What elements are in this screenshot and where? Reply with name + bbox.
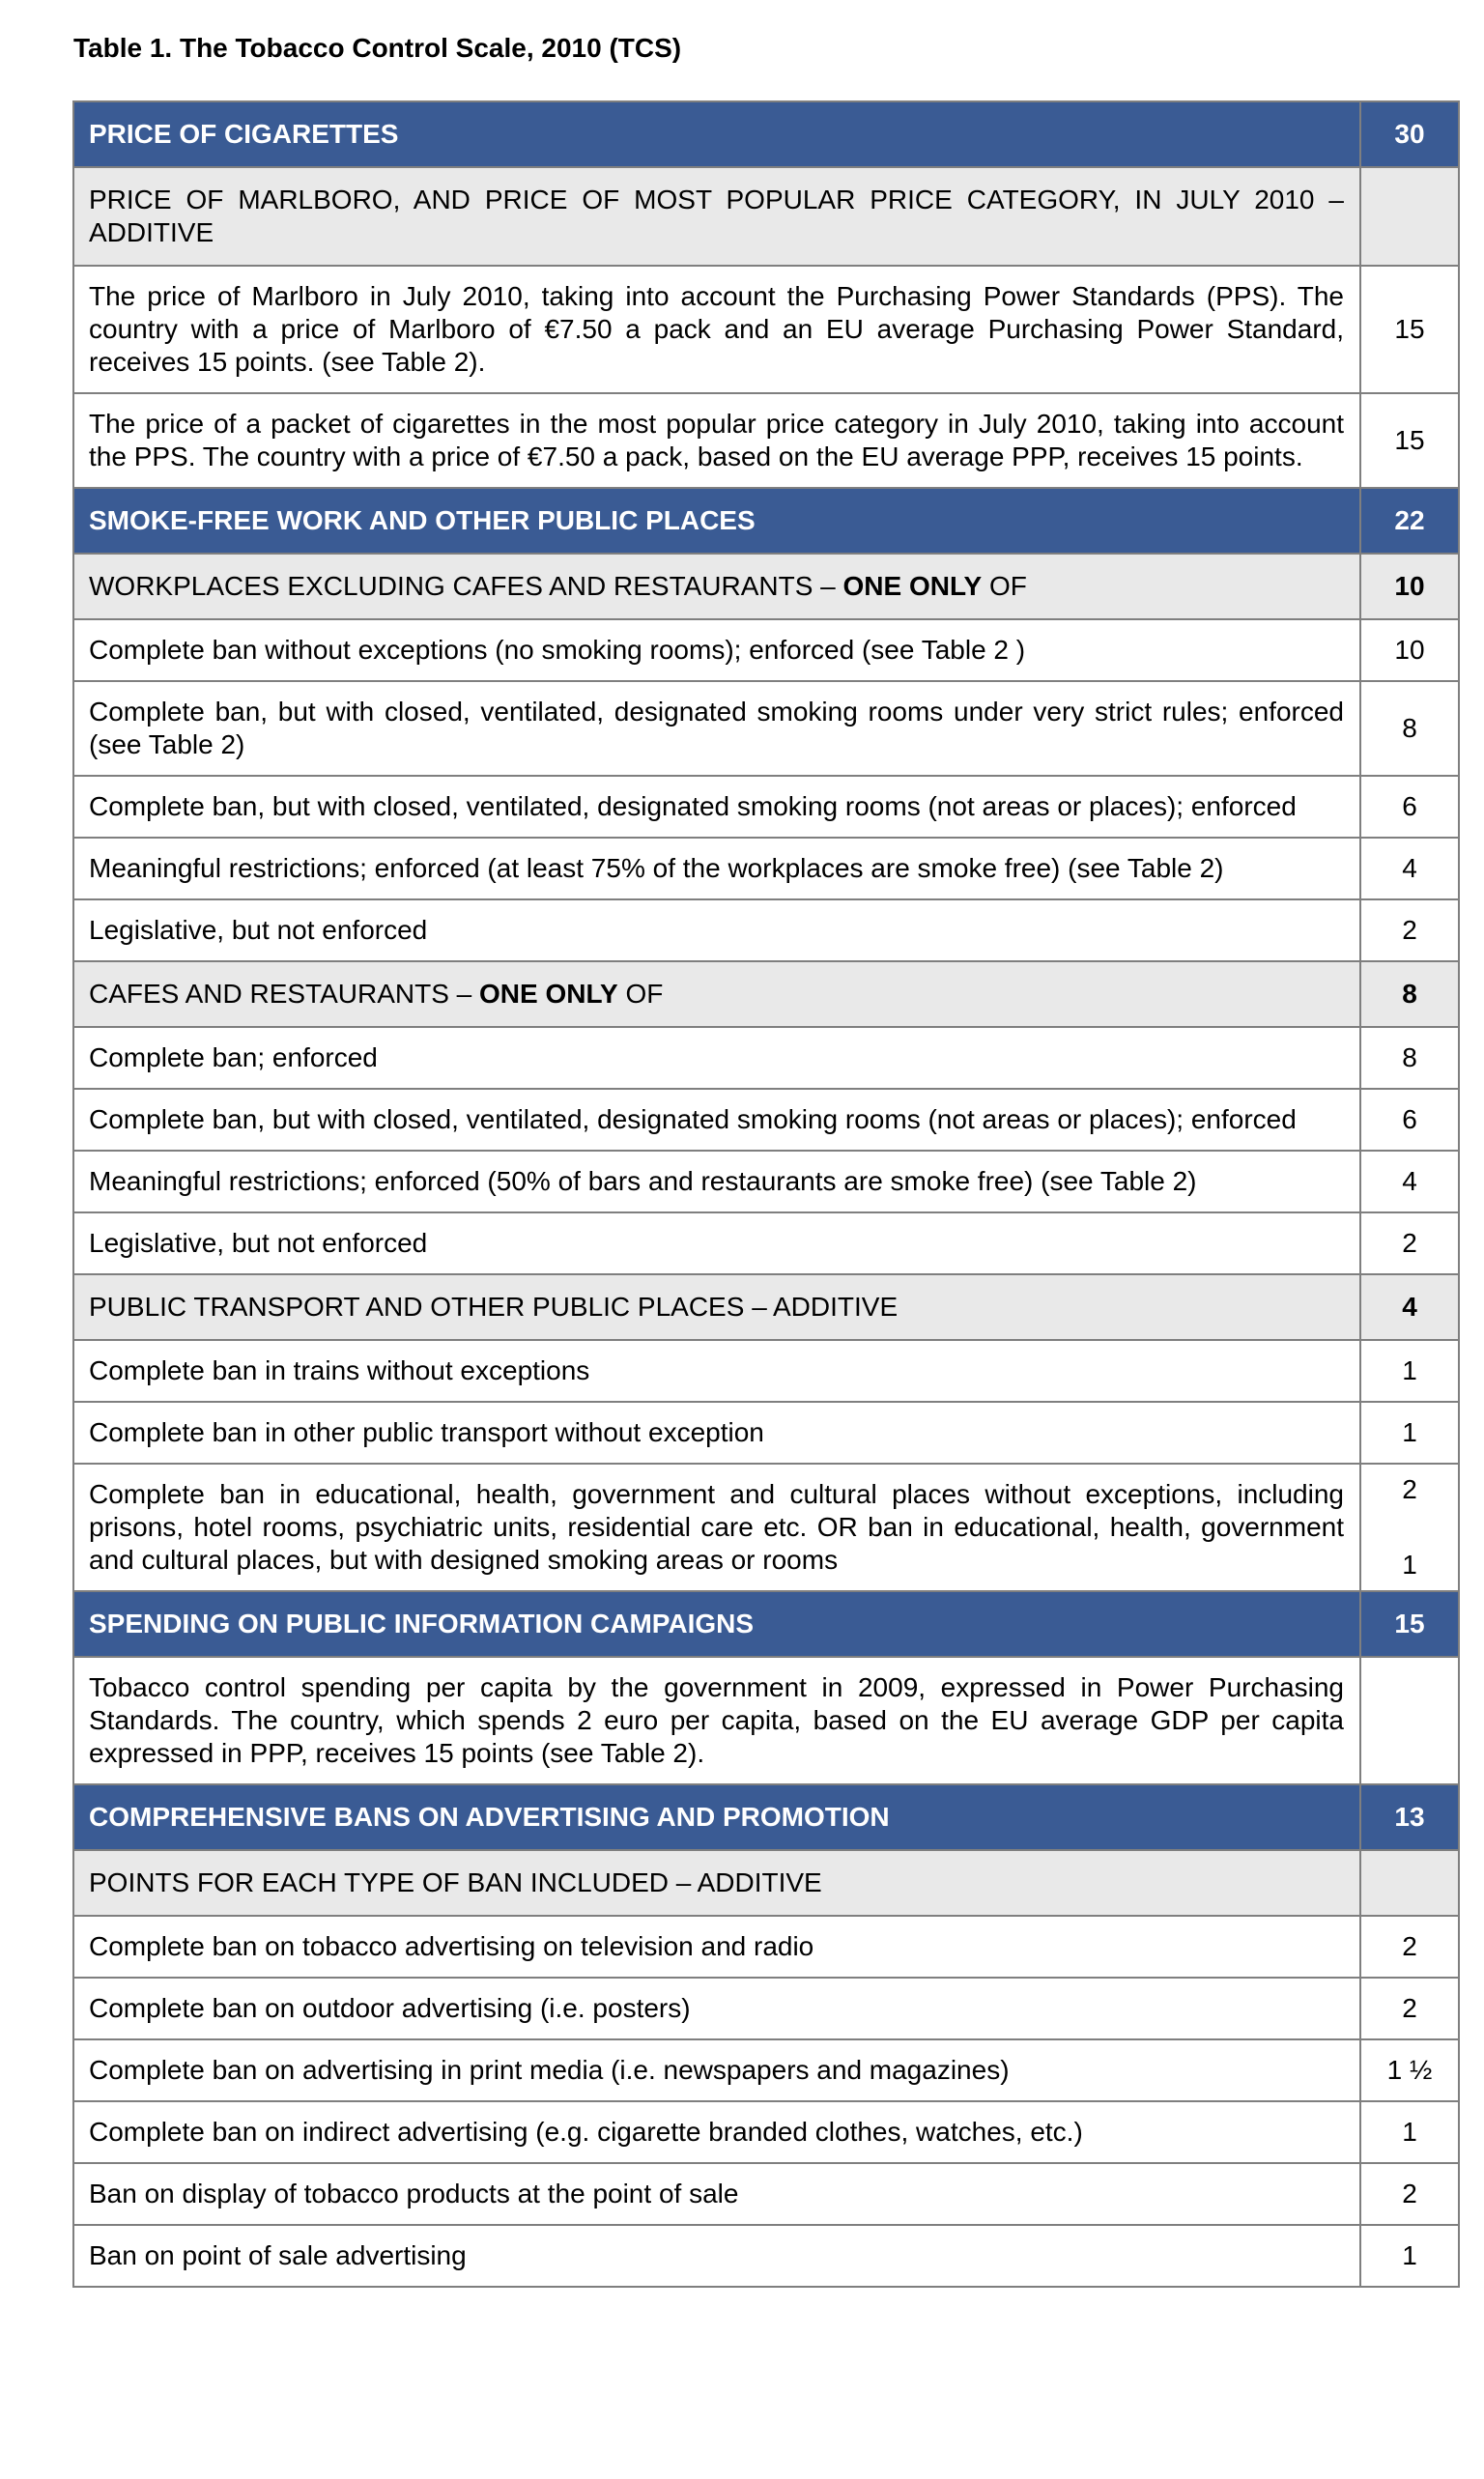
row-points-value: 15 (1359, 394, 1458, 487)
table-row-item (74, 2224, 1458, 2286)
table-row-section (74, 1590, 1458, 1656)
table-row-item (74, 1977, 1458, 2038)
table-row-item (74, 1088, 1458, 1150)
row-points-value: 8 (1359, 682, 1458, 775)
row-label: Complete ban; enforced (89, 1042, 378, 1072)
table-title: Table 1. The Tobacco Control Scale, 2010 (TCS) (73, 33, 682, 63)
row-points-value: 8 (1359, 962, 1458, 1026)
table-row-item (74, 618, 1458, 680)
row-label: PRICE OF MARLBORO, AND PRICE OF MOST POPULAR PRICE CATEGORY, IN JULY 2010 – ADDITIVE (89, 185, 1344, 247)
row-label: Tobacco control spending per capita by the government in 2009, expressed in Power Purchasing Standards. The country, which spends 2 euro per capita, based on the EU average GDP per capita expressed in PPP, receives 15 points (see Table 2). (89, 1672, 1344, 1768)
row-label: Complete ban, but with closed, ventilated, designated smoking rooms under very strict rules; enforced (see Table 2) (89, 697, 1344, 759)
row-points-value: 2 1 (1359, 1465, 1458, 1590)
table-row-item (74, 2038, 1458, 2100)
row-points-value (1359, 1851, 1458, 1915)
row-points-value: 2 (1359, 1979, 1458, 2038)
row-label: Complete ban without exceptions (no smoking rooms); enforced (see Table 2 ) (89, 635, 1026, 665)
row-label: PUBLIC TRANSPORT AND OTHER PUBLIC PLACES – ADDITIVE (89, 1292, 899, 1322)
row-label: COMPREHENSIVE BANS ON ADVERTISING AND PROMOTION (89, 1802, 890, 1832)
row-label: The price of Marlboro in July 2010, taking into account the Purchasing Power Standards (PPS). The country with a price of Marlboro of €7.50 a pack and an EU average Purchasing Power Standard, receives 15 points. (see Table 2). (89, 281, 1344, 377)
table-row-item (74, 775, 1458, 837)
table-row-item (74, 2100, 1458, 2162)
table-row-item (74, 1915, 1458, 1977)
row-label: Ban on point of sale advertising (89, 2240, 467, 2270)
row-label: WORKPLACES EXCLUDING CAFES AND RESTAURANTS – ONE ONLY OF (89, 571, 1027, 601)
row-label: Complete ban in trains without exceptions (89, 1355, 590, 1385)
table-row-subsection (74, 166, 1458, 265)
row-points-value: 6 (1359, 777, 1458, 837)
table-row-subsection (74, 553, 1458, 618)
row-points-value: 15 (1359, 267, 1458, 392)
table-row-item (74, 1401, 1458, 1463)
table-row-section (74, 102, 1458, 166)
table-row-section (74, 1783, 1458, 1849)
row-points-value: 1 (1359, 2226, 1458, 2286)
table-row-subsection (74, 1849, 1458, 1915)
row-points-value: 30 (1359, 102, 1458, 166)
table-row-item (74, 2162, 1458, 2224)
row-label: Legislative, but not enforced (89, 1228, 428, 1258)
table-row-section (74, 487, 1458, 553)
row-points-value: 6 (1359, 1090, 1458, 1150)
row-points-value: 10 (1359, 555, 1458, 618)
table-row-item (74, 1211, 1458, 1273)
table-row-item (74, 837, 1458, 898)
table-row-item (74, 898, 1458, 960)
table-row-item (74, 265, 1458, 392)
row-points-value: 2 (1359, 2164, 1458, 2224)
row-points-value: 2 (1359, 1213, 1458, 1273)
table-row-item (74, 1463, 1458, 1590)
table-row-item (74, 680, 1458, 775)
table-row-item (74, 1339, 1458, 1401)
row-points-value: 2 (1359, 1917, 1458, 1977)
row-label: Complete ban in educational, health, government and cultural places without exceptions, including prisons, hotel rooms, psychiatric units, residential care etc. OR ban in educational, health, government and cultural places, but with designed smoking areas or rooms (89, 1479, 1344, 1575)
row-points-value: 4 (1359, 1275, 1458, 1339)
row-label: Complete ban, but with closed, ventilated, designated smoking rooms (not areas or places); enforced (89, 791, 1297, 821)
row-label: Meaningful restrictions; enforced (50% of bars and restaurants are smoke free) (see Table 2) (89, 1166, 1197, 1196)
row-points-value: 22 (1359, 489, 1458, 553)
row-points-value: 15 (1359, 1592, 1458, 1656)
row-points-value: 1 ½ (1359, 2040, 1458, 2100)
row-label: Complete ban on tobacco advertising on television and radio (89, 1931, 814, 1961)
table-row-subsection (74, 960, 1458, 1026)
row-points-value: 13 (1359, 1785, 1458, 1849)
row-label: SPENDING ON PUBLIC INFORMATION CAMPAIGNS (89, 1609, 755, 1638)
row-label: The price of a packet of cigarettes in the most popular price category in July 2010, taking into account the PPS. The country with a price of €7.50 a pack, based on the EU average PPP, receives 15 points. (89, 409, 1344, 471)
row-label: PRICE OF CIGARETTES (89, 119, 399, 149)
row-points-value: 2 (1359, 900, 1458, 960)
row-points-value: 1 (1359, 2102, 1458, 2162)
table-row-item (74, 1656, 1458, 1783)
row-label: SMOKE-FREE WORK AND OTHER PUBLIC PLACES (89, 505, 756, 535)
table-row-subsection (74, 1273, 1458, 1339)
row-label: Complete ban on indirect advertising (e.g. cigarette branded clothes, watches, etc.) (89, 2117, 1083, 2147)
table-row-item (74, 1026, 1458, 1088)
row-label: POINTS FOR EACH TYPE OF BAN INCLUDED – ADDITIVE (89, 1867, 822, 1897)
row-label: Legislative, but not enforced (89, 915, 428, 945)
row-points-value: 1 (1359, 1341, 1458, 1401)
row-label: Complete ban on outdoor advertising (i.e. posters) (89, 1993, 691, 2023)
table-row-item (74, 1150, 1458, 1211)
row-points-value (1359, 1658, 1458, 1783)
row-label: Complete ban on advertising in print media (i.e. newspapers and magazines) (89, 2055, 1010, 2085)
tobacco-control-scale-table (72, 100, 1460, 2288)
row-points-value: 4 (1359, 839, 1458, 898)
row-points-value: 10 (1359, 620, 1458, 680)
row-points-value (1359, 168, 1458, 265)
row-label: Meaningful restrictions; enforced (at least 75% of the workplaces are smoke free) (see Table 2) (89, 853, 1224, 883)
row-label: Complete ban, but with closed, ventilated, designated smoking rooms (not areas or places); enforced (89, 1104, 1297, 1134)
row-points-value: 8 (1359, 1028, 1458, 1088)
row-points-value: 4 (1359, 1152, 1458, 1211)
row-label: Ban on display of tobacco products at the point of sale (89, 2179, 739, 2208)
table-row-item (74, 392, 1458, 487)
row-points-value: 1 (1359, 1403, 1458, 1463)
row-label: Complete ban in other public transport without exception (89, 1417, 764, 1447)
row-label: CAFES AND RESTAURANTS – ONE ONLY OF (89, 979, 664, 1009)
